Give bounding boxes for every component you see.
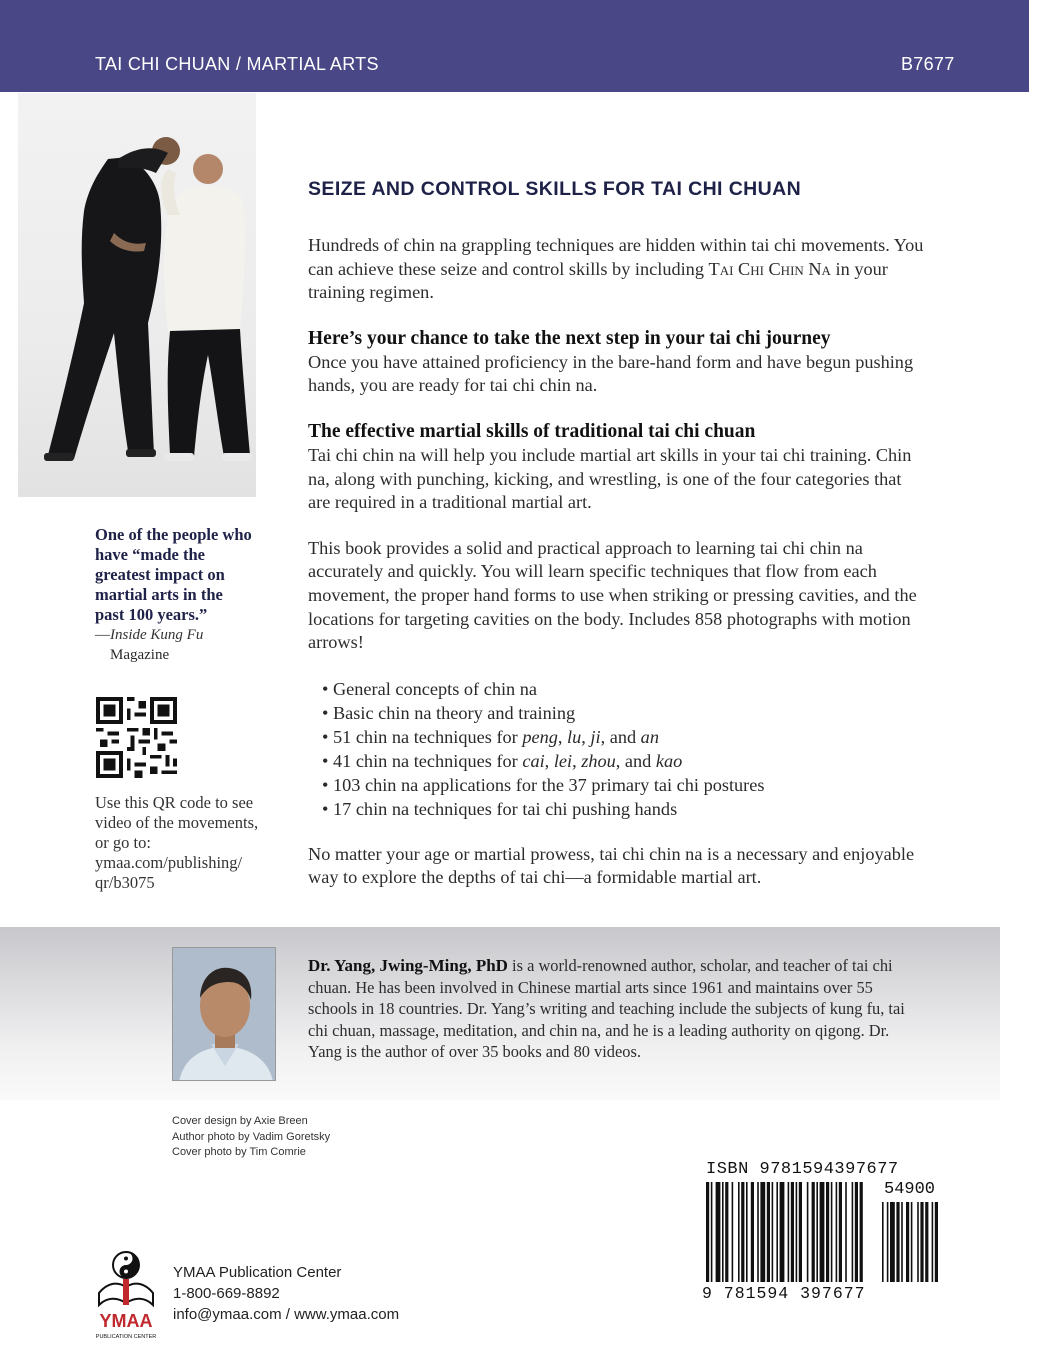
intro-text-a: Hundreds of chin na grappling techniques are hidden within tai chi movements. You can achieve these seize and control skills by including (308, 235, 924, 279)
barcode-bar (882, 1202, 884, 1282)
barcode-bar (706, 1182, 709, 1282)
logo-text: YMAA (99, 1311, 153, 1331)
term: ji (590, 726, 601, 747)
author-bio-text: is a world-renowned author, scholar, and teacher of tai chi chuan. He has been involved in Chinese martial arts since 1961 and maintains over 55 schools in 18 countries. Dr. Yang’s writing and teaching include the subjects of kung fu, tai chi chuan, massage, meditation, and chin na, and he is a leading authority on qigong. Dr. Yang is the author of over 35 books and 80 videos. (308, 956, 905, 1061)
barcode-bar (716, 1182, 721, 1282)
publisher-info (173, 1262, 399, 1325)
main-copy (308, 178, 928, 890)
qr-code[interactable] (96, 697, 177, 778)
barcode-bar (920, 1202, 923, 1282)
barcode-bar (741, 1182, 744, 1282)
barcode-bar (890, 1202, 895, 1282)
term: an (640, 726, 659, 747)
conjunction: , and (615, 750, 656, 771)
barcode-bar (917, 1202, 919, 1282)
conjunction: , and (600, 726, 641, 747)
barcode-bar (826, 1182, 829, 1282)
barcode-bar (757, 1182, 759, 1282)
barcode-bar (925, 1202, 928, 1282)
logo-subtext: PUBLICATION CENTER (95, 1334, 157, 1340)
publisher-name: YMAA Publication Center (173, 1264, 342, 1281)
barcode-bar (776, 1182, 778, 1282)
barcode-bar (725, 1182, 728, 1282)
feature-list (322, 677, 928, 821)
author-name: Dr. Yang, Jwing-Ming, PhD (308, 956, 508, 975)
barcode-bar (887, 1202, 889, 1282)
list-item-text: • 41 chin na techniques for (322, 750, 523, 771)
quote-text: One of the people who have “made the greatest impact on martial arts in the past 100 years.” (95, 525, 252, 624)
barcode-bar (855, 1182, 858, 1282)
barcode-bar (767, 1182, 770, 1282)
list-item: • 17 chin na techniques for tai chi pushing hands (322, 798, 678, 819)
list-item: • General concepts of chin na (322, 678, 538, 699)
intro-paragraph (308, 234, 928, 305)
paragraph-martial-skills: Tai chi chin na will help you include martial art skills in your tai chi training. Chin na, along with punching, kicking, and wrestling, is one of the four categories that are required in a traditional martial art. (308, 444, 912, 513)
subheading-next-step: Here’s your chance to take the next step in your tai chi journey (308, 327, 831, 349)
headline: SEIZE AND CONTROL SKILLS FOR TAI CHI CHUAN (308, 178, 802, 200)
list-item: • 103 chin na applications for the 37 primary tai chi postures (322, 774, 765, 795)
barcode-bar (906, 1202, 909, 1282)
book-title: Tai Chi Chin Na (708, 258, 831, 279)
term: peng (522, 726, 558, 747)
intro-text-b: in your training regimen. (308, 258, 888, 303)
barcode-bar (816, 1182, 818, 1282)
barcode-bar (901, 1202, 903, 1282)
credit-design: Cover design by Axie Breen (172, 1115, 308, 1127)
barcode-bar (738, 1182, 740, 1282)
barcode (702, 1160, 952, 1310)
list-item: • Basic chin na theory and training (322, 702, 576, 723)
qr-instructions: Use this QR code to see video of the movements, or go to: ymaa.com/publishing/ qr/b3075 (95, 793, 259, 892)
term: lei (553, 750, 573, 771)
barcode-digits: 9 781594 397677 (702, 1284, 866, 1303)
author-photo (172, 947, 276, 1081)
barcode-bar (852, 1182, 854, 1282)
credit-cover-photo: Cover photo by Tim Comrie (172, 1146, 306, 1158)
quote-source-title: Inside Kung Fu (110, 627, 204, 643)
barcode-bar (845, 1182, 847, 1282)
publisher-contact: info@ymaa.com / www.ymaa.com (173, 1306, 400, 1323)
barcode-bar (896, 1202, 899, 1282)
credit-author-photo: Author photo by Vadim Goretsky (172, 1130, 331, 1143)
barcode-bar (839, 1182, 842, 1282)
ymaa-logo (93, 1243, 159, 1341)
barcode-bar (807, 1182, 809, 1282)
term: zhou (581, 750, 616, 771)
quote-dash: — (95, 627, 110, 643)
barcode-bar (722, 1182, 724, 1282)
quote-source-suffix: Magazine (110, 647, 170, 663)
barcode-bar (911, 1202, 913, 1282)
barcode-bar (820, 1182, 825, 1282)
endorsement-quote (95, 525, 255, 665)
author-bio (308, 955, 908, 1063)
barcode-bar (732, 1182, 734, 1282)
barcode-bar (935, 1202, 938, 1282)
barcode-bar (746, 1182, 748, 1282)
paragraph-next-step: Once you have attained proficiency in the bare-hand form and have begun pushing hands, you are ready for tai chi chin na. (308, 351, 914, 396)
publisher-phone: 1-800-669-8892 (173, 1285, 280, 1302)
cover-photo (18, 93, 256, 497)
top-banner (0, 0, 1029, 92)
term: cai (522, 750, 545, 771)
isbn-label: ISBN 9781594397677 (706, 1160, 899, 1179)
barcode-bar (760, 1182, 765, 1282)
barcode-bar (796, 1182, 798, 1282)
barcode-bar (799, 1182, 802, 1282)
barcode-bar (932, 1202, 934, 1282)
barcode-bar (812, 1182, 815, 1282)
barcode-bar (711, 1182, 713, 1282)
term: kao (655, 750, 683, 771)
barcode-bar (751, 1182, 754, 1282)
barcode-bar (836, 1182, 838, 1282)
category-label: TAI CHI CHUAN / MARTIAL ARTS (95, 54, 379, 74)
quote-source (95, 625, 255, 645)
credits (172, 1114, 330, 1161)
barcode-bar (791, 1182, 794, 1282)
list-item-text: • 51 chin na techniques for (322, 726, 523, 747)
barcode-bar (831, 1182, 833, 1282)
list-item: • 51 chin na techniques for peng, lu, ji, and an (322, 726, 659, 747)
product-code: B7677 (901, 54, 955, 74)
list-item: • 41 chin na techniques for cai, lei, zhou, and kao (322, 750, 683, 771)
barcode-bar (772, 1182, 774, 1282)
barcode-bar (788, 1182, 790, 1282)
barcode-bar (860, 1182, 863, 1282)
barcode-bar (780, 1182, 785, 1282)
subheading-martial-skills: The effective martial skills of traditional tai chi chuan (308, 420, 756, 442)
term: lu (567, 726, 582, 747)
paragraph-approach: This book provides a solid and practical approach to learning tai chi chin na accurately and quickly. You will learn specific techniques that flow from each movement, the proper hand forms to use when striking or pressing cavities, and the locations for targeting cavities on the body. Includes 858 photographs with motion arrows! (308, 537, 917, 653)
closing-paragraph: No matter your age or martial prowess, tai chi chin na is a necessary and enjoyable way to explore the depths of tai chi—a formidable martial art. (308, 843, 915, 888)
price-code: 54900 (884, 1180, 936, 1199)
